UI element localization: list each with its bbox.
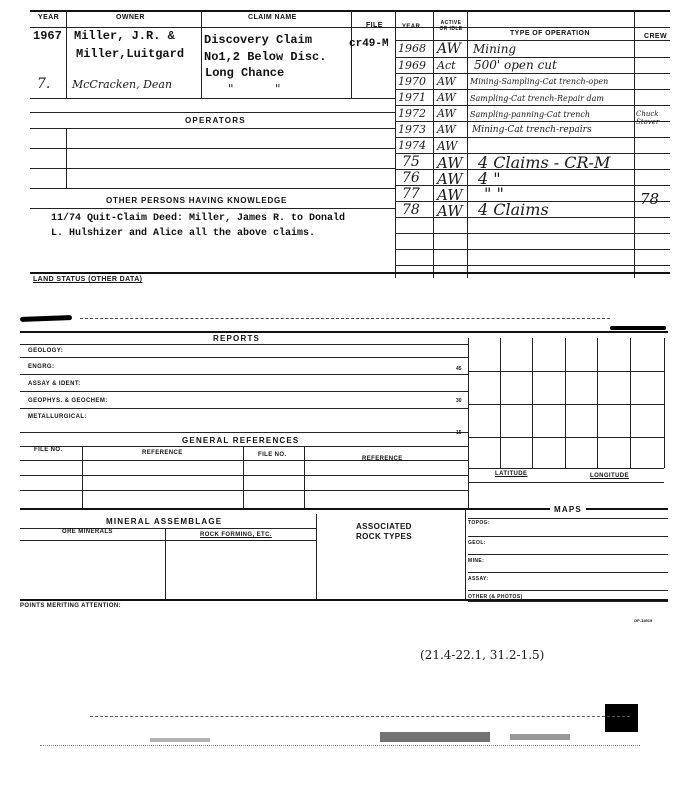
hand-year: 7. bbox=[37, 76, 51, 92]
col-crew-header: CREW bbox=[644, 33, 667, 40]
col-year2-header: YEAR bbox=[402, 24, 421, 30]
activity-status: AW bbox=[437, 154, 463, 172]
activity-year: 1972 bbox=[398, 107, 426, 120]
crew-note-b: 78 bbox=[640, 190, 660, 208]
handwritten-reference: (21.4-22.1, 31.2-1.5) bbox=[420, 648, 545, 662]
ditto-mark-b: " bbox=[275, 82, 281, 96]
reports-title: REPORTS bbox=[213, 334, 261, 343]
activity-status: AW bbox=[437, 186, 463, 204]
col-owner-header: OWNER bbox=[116, 14, 145, 21]
general-refs-title: GENERAL REFERENCES bbox=[182, 436, 300, 445]
activity-op: 4 Claims bbox=[478, 200, 549, 219]
activity-year: 1969 bbox=[398, 59, 426, 72]
activity-op: Mining-Sampling-Cat trench-open bbox=[470, 77, 609, 86]
num-30: 30 bbox=[456, 398, 462, 404]
claim-name-1: Discovery Claim bbox=[204, 33, 313, 47]
activity-year: 1971 bbox=[398, 91, 426, 104]
hand-owner: McCracken, Dean bbox=[72, 78, 173, 91]
assay-label: ASSAY & IDENT: bbox=[28, 381, 81, 387]
activity-year: 1968 bbox=[398, 42, 426, 55]
rock-forming-label: ROCK FORMING, ETC. bbox=[200, 532, 272, 538]
activity-op: Sampling-panning-Cat trench bbox=[470, 110, 590, 119]
activity-status: AW bbox=[437, 123, 456, 136]
geology-label: GEOLOGY: bbox=[28, 348, 64, 354]
activity-op: Sampling-Cat trench-Repair dam bbox=[470, 94, 605, 103]
land-status-label: LAND STATUS (OTHER DATA) bbox=[33, 276, 143, 283]
col-file-header: FILE bbox=[366, 22, 383, 29]
file-no-label: FILE NO. bbox=[34, 447, 63, 453]
topog-label: TOPOG: bbox=[468, 520, 491, 526]
latitude-label: LATITUDE bbox=[495, 471, 528, 477]
mineral-assemblage-title: MINERAL ASSEMBLAGE bbox=[106, 517, 223, 526]
activity-status: AW bbox=[437, 41, 461, 57]
claim-year: 1967 bbox=[33, 29, 62, 43]
activity-year: 1970 bbox=[398, 75, 426, 88]
crew-note-a: Chuck Stover bbox=[636, 110, 660, 126]
activity-status: AW bbox=[437, 107, 456, 120]
rock-types-label: ROCK TYPES bbox=[356, 532, 413, 541]
num-45: 45 bbox=[456, 366, 462, 372]
col-claim-name-header: CLAIM NAME bbox=[248, 14, 297, 21]
engrg-label: ENGRG: bbox=[28, 364, 55, 370]
reference-label: REFERENCE bbox=[142, 450, 183, 456]
activity-status: AW bbox=[437, 139, 458, 153]
maps-title: MAPS bbox=[550, 505, 586, 514]
file-number: cr49-M bbox=[349, 38, 389, 50]
metallurgical-label: METALLURGICAL: bbox=[28, 414, 87, 420]
col-type-header: TYPE OF OPERATION bbox=[510, 30, 590, 37]
knowledge-line-1: 11/74 Quit-Claim Deed: Miller, James R. to Donald bbox=[51, 213, 346, 224]
geophys-label: GEOPHYS. & GEOCHEM: bbox=[28, 398, 108, 404]
activity-op: Mining-Cat trench-repairs bbox=[472, 125, 592, 135]
col-active-header: ACTIVE OR IDLE bbox=[439, 20, 463, 32]
activity-status: AW bbox=[437, 202, 463, 220]
owner-line-1: Miller, J.R. & bbox=[74, 29, 175, 43]
points-meriting-label: POINTS MERITING ATTENTION: bbox=[20, 603, 122, 609]
assay-map-label: ASSAY: bbox=[468, 576, 489, 582]
activity-status: AW bbox=[437, 75, 456, 88]
knowledge-line-2: L. Hulshizer and Alice all the above claims. bbox=[51, 228, 316, 239]
num-15: 15 bbox=[456, 430, 462, 436]
activity-year: 75 bbox=[402, 154, 420, 170]
activity-op: 4 Claims - CR-M bbox=[478, 153, 611, 172]
other-photos-label: OTHER (& PHOTOS) bbox=[468, 594, 523, 600]
activity-op: 500' open cut bbox=[474, 58, 557, 72]
reference-label-2: REFERENCE bbox=[362, 456, 403, 462]
activity-status: AW bbox=[437, 170, 463, 188]
activity-op: 4 " bbox=[478, 169, 501, 188]
operators-title: OPERATORS bbox=[185, 116, 246, 125]
knowledge-title: OTHER PERSONS HAVING KNOWLEDGE bbox=[106, 196, 288, 205]
claim-name-2: No1,2 Below Disc. bbox=[204, 50, 327, 64]
activity-year: 1973 bbox=[398, 123, 426, 136]
activity-year: 78 bbox=[402, 202, 420, 218]
file-no-label-2: FILE NO. bbox=[258, 452, 287, 458]
geol-label: GEOL: bbox=[468, 540, 486, 546]
activity-status: Act bbox=[437, 59, 456, 72]
activity-status: AW bbox=[437, 91, 456, 104]
mine-label: MINE: bbox=[468, 558, 485, 564]
ore-minerals-label: ORE MINERALS bbox=[62, 529, 113, 535]
activity-year: 1974 bbox=[398, 139, 426, 152]
activity-year: 77 bbox=[402, 186, 420, 202]
activity-op: Mining bbox=[473, 42, 517, 56]
form-number: GP-14919 bbox=[634, 618, 653, 623]
longitude-label: LONGITUDE bbox=[590, 473, 629, 479]
claim-name-3: Long Chance bbox=[205, 66, 285, 80]
activity-op: " " bbox=[484, 184, 504, 203]
owner-line-2: Miller,Luitgard bbox=[76, 47, 185, 61]
associated-label: ASSOCIATED bbox=[356, 522, 412, 531]
activity-year: 76 bbox=[402, 170, 420, 186]
ditto-mark-a: " bbox=[228, 82, 234, 96]
col-year-header: YEAR bbox=[38, 14, 60, 21]
